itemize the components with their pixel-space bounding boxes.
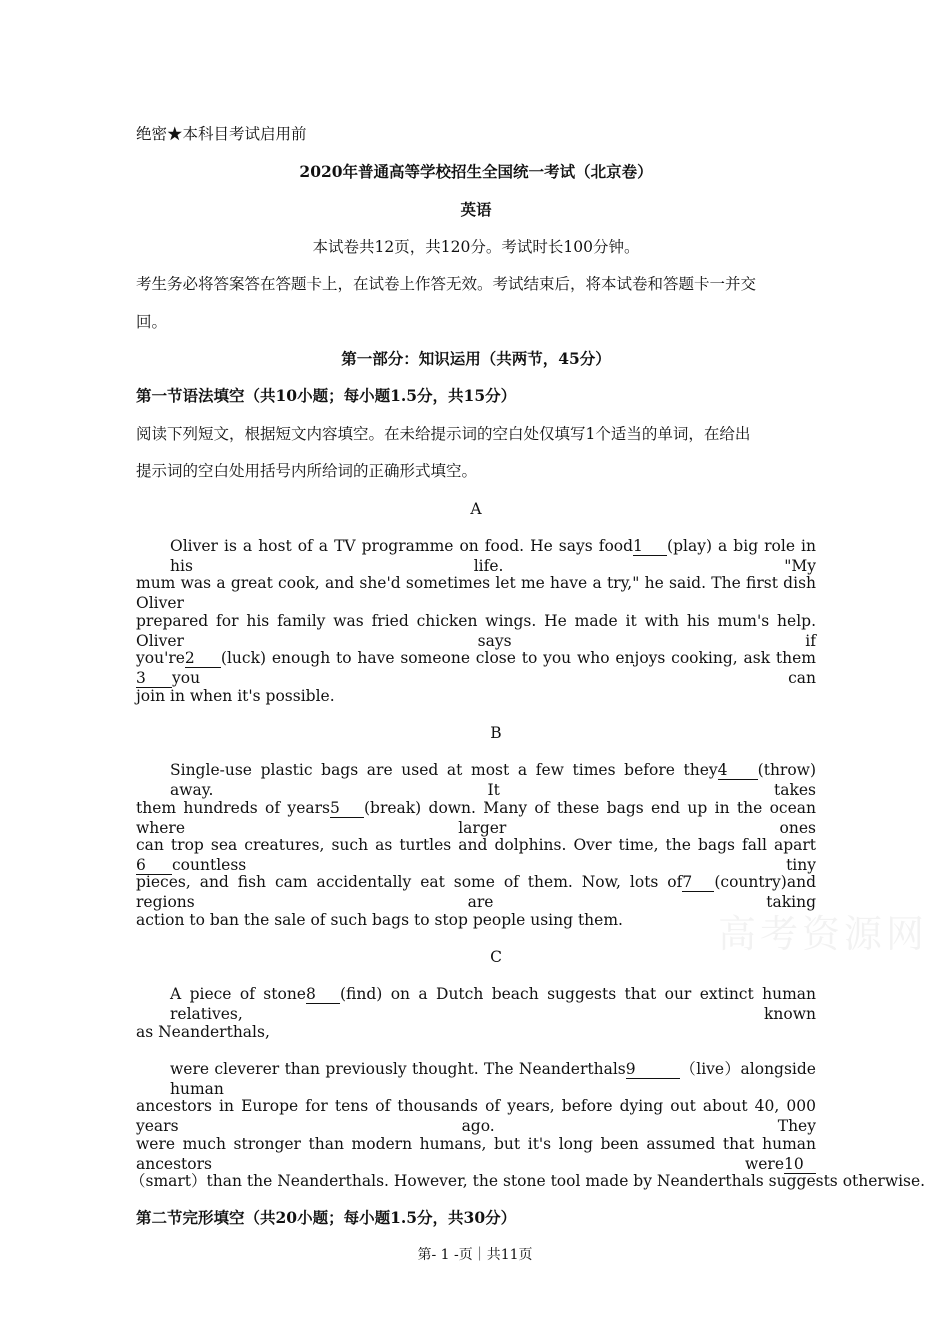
section1-title: 第一节语法填空（共10小题；每小题1.5分，共15分） <box>136 386 517 405</box>
exam-info: 本试卷共12页，共120分。考试时长100分钟。 <box>312 238 640 256</box>
passage-a-line-3: prepared for his family was fried chicken wings. He made it with his mum's help. Oliver says if <box>136 612 816 650</box>
blank-7: 7 <box>682 874 714 892</box>
passage-c-label: C <box>490 948 502 966</box>
blank-4: 4 <box>718 762 758 780</box>
blank-10: 10 <box>784 1156 816 1174</box>
section2-title: 第二节完形填空（共20小题；每小题1.5分，共30分） <box>136 1208 517 1227</box>
passage-b-line-4: pieces, and fish cam accidentally eat some of them. Now, lots of7 (country)and regions are taking <box>136 873 816 911</box>
passage-a-line-5: join in when it's possible. <box>136 687 335 705</box>
passage-b-line-2: them hundreds of years5 (break) down. Many of these bags end up in the ocean where larger ones <box>136 799 816 837</box>
watermark: 高考资源网 <box>718 912 929 956</box>
subject-title: 英语 <box>460 200 492 219</box>
passage-b-line-1: Single-use plastic bags are used at most a few times before they4 (throw) away. It takes <box>170 761 816 799</box>
notice-line-1: 考生务必将答案答在答题卡上，在试卷上作答无效。考试结束后，将本试卷和答题卡一并交 <box>136 275 757 293</box>
blank-2: 2 <box>185 650 221 668</box>
blank-6: 6 <box>136 857 172 875</box>
part1-title: 第一部分：知识运用（共两节，45分） <box>341 349 611 368</box>
instruction-line-1: 阅读下列短文，根据短文内容填空。在未给提示词的空白处仅填写1个适当的单词，在给出 <box>136 425 751 443</box>
passage-c-line-5: were much stronger than modern humans, but it's long been assumed that human ancestors were10 <box>136 1135 816 1173</box>
passage-b-label: B <box>490 724 502 742</box>
passage-c-line-2: as Neanderthals, <box>136 1023 270 1041</box>
passage-b-line-3: can trop sea creatures, such as turtles and dolphins. Over time, the bags fall apart6 countless tiny <box>136 836 816 874</box>
passage-c-line-6: （smart）than the Neanderthals. However, the stone tool made by Neanderthals suggests otherwise. <box>130 1172 926 1190</box>
passage-c-line-3: were cleverer than previously thought. The Neanderthals9 （live）alongside human <box>170 1060 816 1098</box>
blank-3: 3 <box>136 670 172 688</box>
passage-b-line-5: action to ban the sale of such bags to stop people using them. <box>136 911 623 929</box>
passage-a-label: A <box>470 500 482 518</box>
exam-title: 2020年普通高等学校招生全国统一考试（北京卷） <box>299 162 653 181</box>
page-footer: 第- 1 -页｜共11页 <box>417 1247 533 1263</box>
passage-c-line-1: A piece of stone8 (find) on a Dutch beach suggests that our extinct human relatives, known <box>170 985 816 1023</box>
passage-c-line-4: ancestors in Europe for tens of thousands of years, before dying out about 40, 000 years ago. They <box>136 1097 816 1135</box>
blank-8: 8 <box>306 986 340 1004</box>
passage-a-line-2: mum was a great cook, and she'd sometimes let me have a try," he said. The first dish Oliver <box>136 574 816 612</box>
passage-a-line-4: you're2 (luck) enough to have someone close to you who enjoys cooking, ask them3 you can <box>136 649 816 687</box>
blank-5: 5 <box>330 800 364 818</box>
instruction-line-2: 提示词的空白处用括号内所给词的正确形式填空。 <box>136 462 478 480</box>
blank-1: 1 <box>633 538 667 556</box>
secret-label: 绝密★本科目考试启用前 <box>136 125 307 143</box>
notice-line-2: 回。 <box>136 313 168 331</box>
blank-9: 9 <box>626 1061 680 1079</box>
passage-a-line-1: Oliver is a host of a TV programme on food. He says food1 (play) a big role in his life. "My <box>170 537 816 575</box>
